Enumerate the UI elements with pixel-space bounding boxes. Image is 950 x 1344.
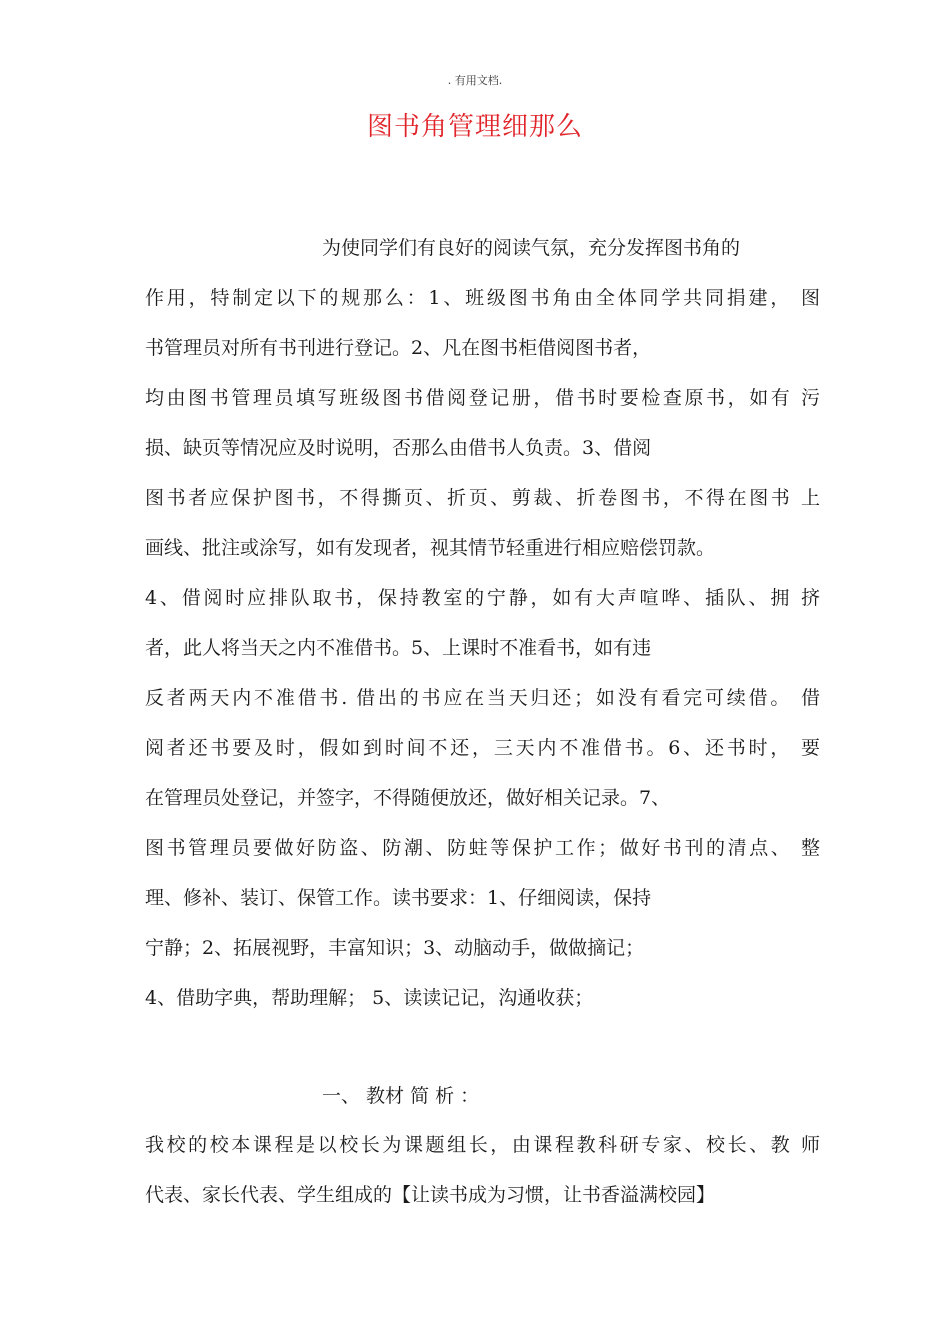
paragraph-line: 我校的校本课程是以校长为课题组长，由课程教科研专家、校长、教 师 bbox=[145, 1134, 820, 1156]
paragraph-line: 在管理员处登记，并签字，不得随便放还，做好相关记录。7、 bbox=[145, 787, 671, 809]
document-title: 图书角管理细那么 bbox=[366, 112, 583, 142]
paragraph-line: 损、缺页等情况应及时说明，否那么由借书人负责。3、借阅 bbox=[145, 437, 652, 459]
section-heading: 一、 教材 简 析 ： bbox=[322, 1085, 480, 1107]
paragraph-line: 书管理员对所有书刊进行登记。2、凡在图书柜借阅图书者， bbox=[145, 337, 652, 359]
paragraph-line: 作用，特制定以下的规那么：1、班级图书角由全体同学共同捐建， 图 bbox=[145, 287, 820, 309]
page-header: . 有用文档. bbox=[447, 74, 503, 87]
paragraph-line: 图书管理员要做好防盗、防潮、防蛀等保护工作；做好书刊的清点、 整 bbox=[145, 837, 820, 859]
paragraph-line: 为使同学们有良好的阅读气氛，充分发挥图书角的 bbox=[322, 237, 741, 259]
paragraph-line: 4、借阅时应排队取书，保持教室的宁静，如有大声喧哗、插队、拥 挤 bbox=[145, 587, 820, 609]
paragraph-line: 阅者还书要及时，假如到时间不还，三天内不准借书。6、还书时， 要 bbox=[145, 737, 820, 759]
paragraph-line: 者，此人将当天之内不准借书。5、上课时不准看书，如有违 bbox=[145, 637, 652, 659]
paragraph-line: 画线、批注或涂写，如有发现者，视其情节轻重进行相应赔偿罚款。 bbox=[145, 537, 716, 559]
paragraph-line: 宁静；2、拓展视野，丰富知识；3、动脑动手，做做摘记； bbox=[145, 937, 645, 959]
paragraph-line: 图书者应保护图书，不得撕页、折页、剪裁、折卷图书，不得在图书 上 bbox=[145, 487, 820, 509]
paragraph-line: 代表、家长代表、学生组成的【让读书成为习惯，让书香溢满校园】 bbox=[145, 1184, 716, 1206]
paragraph-line: 反者两天内不准借书. 借出的书应在当天归还；如没有看完可续借。 借 bbox=[145, 687, 820, 709]
paragraph-line: 均由图书管理员填写班级图书借阅登记册，借书时要检查原书，如有 污 bbox=[145, 387, 820, 409]
paragraph-line: 理、修补、装订、保管工作。读书要求：1、仔细阅读，保持 bbox=[145, 887, 652, 909]
paragraph-line: 4、借助字典，帮助理解； 5、读读记记，沟通收获； bbox=[145, 987, 594, 1009]
